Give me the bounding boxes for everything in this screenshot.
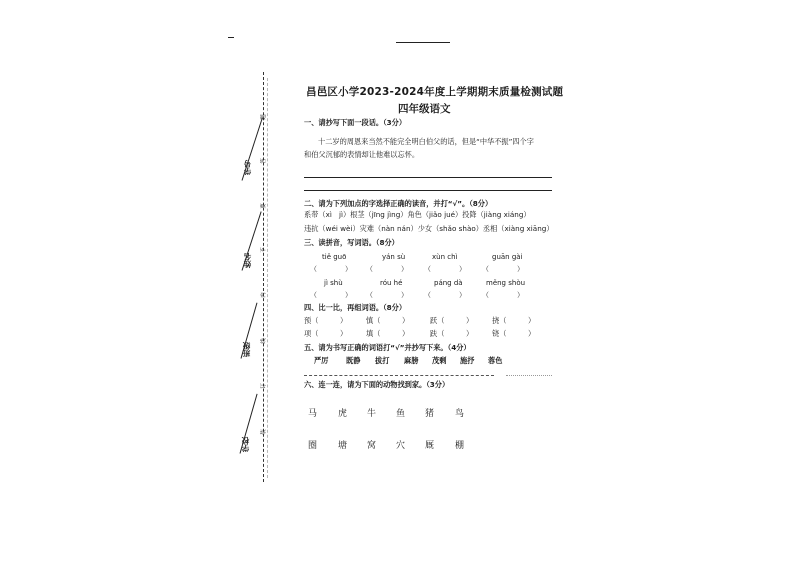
binding-dashed-line-inner xyxy=(267,78,268,478)
q5-word[interactable]: 茂剩 xyxy=(432,356,447,365)
q3-heading: 三、读拼音，写词语。（8分） xyxy=(304,238,399,247)
q5-word[interactable]: 施抒 xyxy=(460,356,475,365)
q2-row1[interactable]: 系带（xì jì）根茎（jīng jìng）角色（jiǎo jué）投降（jiàng xiáng） xyxy=(304,210,531,219)
q6-animal[interactable]: 猪 xyxy=(425,409,435,419)
q3-answer-box[interactable]: （ ） xyxy=(366,291,408,299)
q4-heading: 四、比一比，再组词语。（8分） xyxy=(304,303,407,312)
seal-char: 内 xyxy=(260,292,267,298)
seal-char: 装 xyxy=(260,429,267,435)
q2-row2[interactable]: 违抗（wéi wèi）灾难（nàn nán）少女（shǎo shào）丞相（xiàng xiāng） xyxy=(304,224,554,233)
student-id-label: 学号 xyxy=(243,160,252,175)
q4-item[interactable]: 挠（ ） xyxy=(492,316,536,325)
binding-dashed-line xyxy=(263,72,264,482)
q6-animal[interactable]: 鱼 xyxy=(396,409,406,419)
q6-home[interactable]: 窝 xyxy=(367,441,377,451)
q3-answer-box[interactable]: （ ） xyxy=(366,265,408,273)
corner-mark xyxy=(228,37,234,38)
q1-heading: 一、请抄写下面一段话。（3分） xyxy=(304,118,407,127)
q4-item[interactable]: 慎（ ） xyxy=(366,316,410,325)
q3-pinyin: xùn chì xyxy=(432,253,458,261)
q6-home[interactable]: 棚 xyxy=(455,441,465,451)
q5-word[interactable]: 严厉 xyxy=(314,356,329,365)
q6-heading: 六、连一连，请为下面的动物找到家。（3分） xyxy=(304,380,450,389)
q5-answer-line-tail xyxy=(506,375,552,376)
q3-pinyin: měng shòu xyxy=(486,279,526,287)
q3-pinyin: páng dà xyxy=(434,279,463,287)
school-label: 学校 xyxy=(241,437,250,452)
name-label: 姓名 xyxy=(243,253,252,268)
q3-answer-box[interactable]: （ ） xyxy=(424,265,466,273)
q3-pinyin: guān gài xyxy=(492,253,523,261)
q3-pinyin: róu hé xyxy=(380,279,403,287)
q6-home[interactable]: 厩 xyxy=(425,441,435,451)
q3-answer-box[interactable]: （ ） xyxy=(482,291,524,299)
q3-answer-box[interactable]: （ ） xyxy=(424,291,466,299)
q4-item[interactable]: 铙（ ） xyxy=(492,329,536,338)
q4-item[interactable]: 趺（ ） xyxy=(430,329,474,338)
exam-subtitle: 四年级语文 xyxy=(398,103,451,115)
q5-word[interactable]: 既静 xyxy=(346,356,361,365)
q2-heading: 二、请为下列加点的字选择正确的读音，并打“√”。（8分） xyxy=(304,199,493,208)
q1-passage-line2: 和伯父沉郁的表情却让他难以忘怀。 xyxy=(304,150,420,159)
seal-char: 不 xyxy=(260,247,267,253)
header-rule xyxy=(396,42,450,43)
q5-word[interactable]: 拔打 xyxy=(375,356,390,365)
q6-animal[interactable]: 虎 xyxy=(338,409,348,419)
exam-title: 昌邑区小学2023-2024年度上学期期末质量检测试题 xyxy=(306,86,564,98)
q3-answer-box[interactable]: （ ） xyxy=(310,265,352,273)
q6-home[interactable]: 穴 xyxy=(396,441,406,451)
q4-item[interactable]: 填（ ） xyxy=(366,329,410,338)
seal-char: 线 xyxy=(260,338,267,344)
q1-passage-line1: 十二岁的周恩来当然不能完全明白伯父的话，但是“中华不振”四个字 xyxy=(318,137,534,146)
q3-pinyin: yán sù xyxy=(382,253,406,261)
q5-answer-line[interactable] xyxy=(304,375,494,376)
q6-animal[interactable]: 牛 xyxy=(367,409,377,419)
q3-answer-box[interactable]: （ ） xyxy=(310,291,352,299)
seal-char: 题 xyxy=(260,114,267,120)
seal-char: 订 xyxy=(260,383,267,389)
q6-home[interactable]: 圈 xyxy=(308,441,318,451)
q4-item[interactable]: 跃（ ） xyxy=(430,316,474,325)
q5-word[interactable]: 蓉色 xyxy=(488,356,503,365)
class-label: 班级 xyxy=(242,342,251,357)
seal-char: 答 xyxy=(260,158,267,164)
q3-pinyin: tiě guō xyxy=(322,253,347,261)
q4-item[interactable]: 项（ ） xyxy=(304,329,348,338)
q1-answer-line[interactable] xyxy=(304,190,552,191)
q1-answer-line[interactable] xyxy=(304,177,552,178)
q6-home[interactable]: 塘 xyxy=(338,441,348,451)
q3-pinyin: jì shù xyxy=(324,279,343,287)
q3-answer-box[interactable]: （ ） xyxy=(482,265,524,273)
seal-char: 要 xyxy=(260,203,267,209)
q5-heading: 五、请为书写正确的词语打“√”并抄写下来。（4分） xyxy=(304,343,471,352)
q6-animal[interactable]: 马 xyxy=(308,409,318,419)
q5-word[interactable]: 麻膀 xyxy=(404,356,419,365)
q4-item[interactable]: 预（ ） xyxy=(304,316,348,325)
q6-animal[interactable]: 鸟 xyxy=(455,409,465,419)
